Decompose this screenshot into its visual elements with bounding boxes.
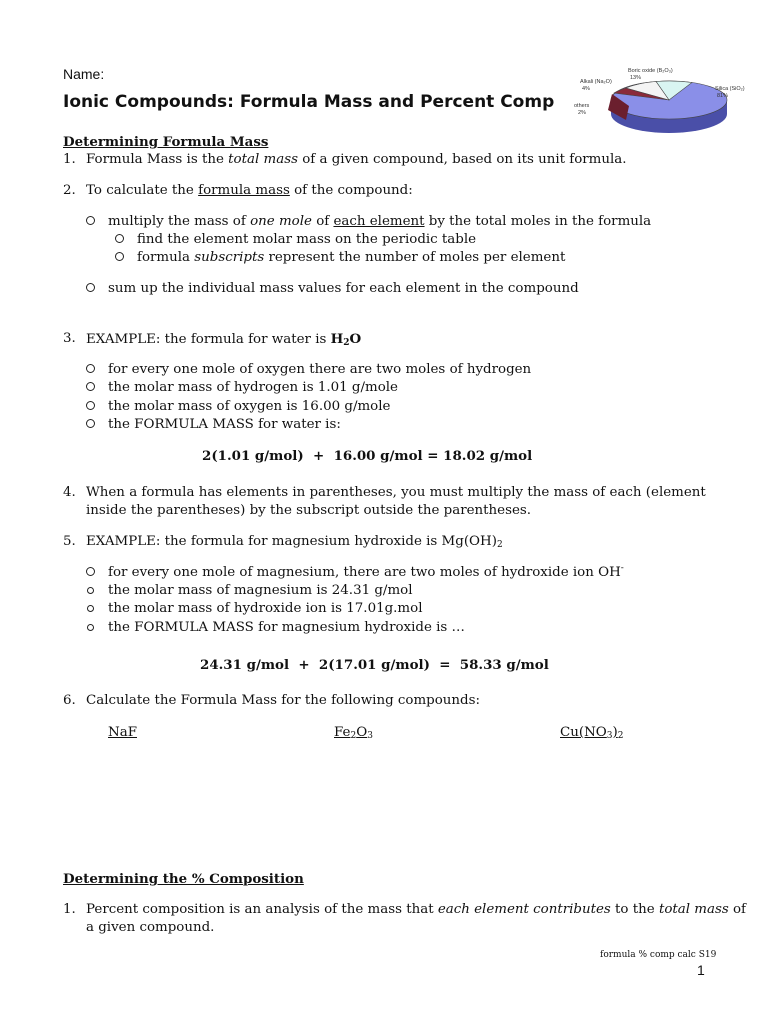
item-number: 5. (63, 534, 76, 549)
list-item-continuation: a given compound. (86, 920, 215, 935)
item-number: 6. (63, 693, 76, 708)
pie-label-alkali: Alkali (Na₂O) (580, 79, 612, 85)
item-number: 1. (63, 902, 76, 917)
section-heading-formula-mass: Determining Formula Mass (63, 134, 269, 150)
bullet-circle-icon (86, 382, 95, 391)
footer-code: formula % comp calc S19 (600, 950, 717, 960)
pie-chart (574, 62, 768, 152)
compound-fe2o3: $Fe_2O_3$ (334, 725, 373, 741)
item-number: 1. (63, 152, 76, 167)
compound-cuno32: $Cu(NO_3)_2$ (560, 725, 624, 741)
bullet-circle-icon (86, 401, 95, 410)
list-item: 2. To calculate the formula mass of the compound: (63, 183, 413, 198)
item-number: 2. (63, 183, 76, 198)
name-label: Name: (63, 66, 105, 82)
bullet-circle-icon (115, 252, 124, 261)
list-item: 1. Formula Mass is the total mass of a given compound, based on its unit formula. (63, 152, 627, 167)
bullet-circle-icon (87, 587, 94, 594)
equation-water: 2(1.01 g/mol) + 16.00 g/mol = 18.02 g/mol (202, 448, 533, 464)
pie-label-others: others (574, 103, 590, 109)
list-item: 4. When a formula has elements in parentheses, you must multiply the mass of each (element (63, 485, 706, 500)
bullet-circle-icon (115, 234, 124, 243)
bullet-circle-icon (87, 624, 94, 631)
pie-label-silica: Silica (SiO₂) (715, 86, 745, 92)
page-number: 1 (697, 962, 705, 978)
bullet-circle-icon (87, 605, 94, 612)
bullet-circle-icon (86, 419, 95, 428)
list-item-continuation: inside the parentheses) by the subscript outside the parentheses. (86, 503, 532, 518)
page-title: Ionic Compounds: Formula Mass and Percent Comp (63, 92, 555, 112)
pie-value-boric-oxide: 13% (630, 75, 642, 81)
pie-value-silica: 81% (717, 93, 729, 99)
section-heading-percent-composition: Determining the % Composition (63, 871, 304, 887)
pie-label-boric-oxide: Boric oxide (B₂O₃) (628, 68, 673, 74)
bullet-circle-icon (86, 283, 95, 292)
equation-magnesium-hydroxide: 24.31 g/mol + 2(17.01 g/mol) = 58.33 g/mol (200, 657, 549, 673)
bullet-circle-icon (86, 567, 95, 576)
list-item: 5. EXAMPLE: the formula for magnesium hydroxide is $Mg(OH)_2$ (63, 534, 503, 550)
compound-naf: NaF (108, 725, 137, 740)
list-item: 6. Calculate the Formula Mass for the following compounds: (63, 693, 481, 708)
list-item: 3. EXAMPLE: the formula for water is $H_2O$ (63, 331, 362, 348)
item-number: 3. (63, 331, 76, 346)
bullet-circle-icon (86, 364, 95, 373)
bullet-circle-icon (86, 216, 95, 225)
item-number: 4. (63, 485, 76, 500)
pie-value-others: 2% (578, 110, 586, 116)
list-item: 1. Percent composition is an analysis of the mass that each element contributes to the total mass of (63, 902, 746, 917)
pie-value-alkali: 4% (582, 86, 590, 92)
